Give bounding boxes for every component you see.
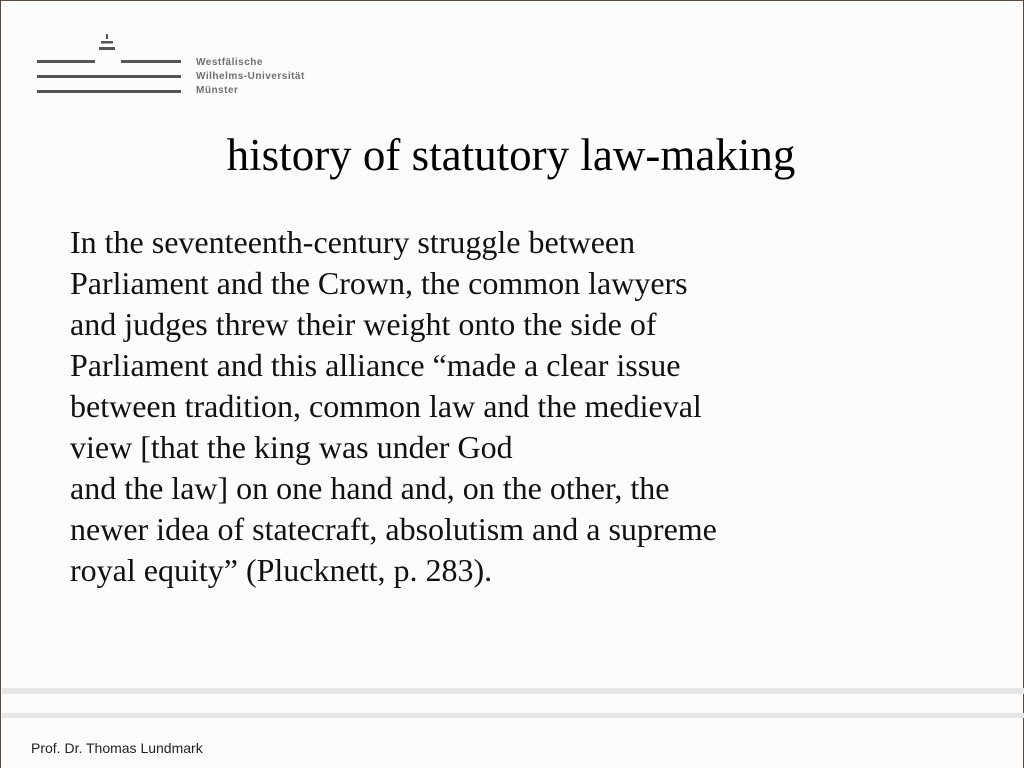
body-line: newer idea of statecraft, absolutism and a supreme bbox=[70, 511, 717, 547]
logo-line-1: Westfälische bbox=[196, 57, 263, 68]
body-line: In the seventeenth-century struggle between bbox=[70, 224, 636, 260]
body-line: and the law] on one hand and, on the other, the bbox=[70, 470, 670, 506]
body-line: view [that the king was under God bbox=[70, 429, 513, 465]
university-logo-mark bbox=[35, 31, 195, 101]
slide-body bbox=[70, 222, 950, 591]
footer-divider-band bbox=[2, 713, 1024, 718]
university-name bbox=[196, 56, 305, 98]
footer-divider-band bbox=[2, 688, 1024, 694]
logo-line-2: Wilhelms-Universität bbox=[196, 71, 305, 82]
logo-line-3: Münster bbox=[196, 85, 239, 96]
body-line: Parliament and the Crown, the common lawyers bbox=[70, 265, 688, 301]
body-line: royal equity” (Plucknett, p. 283). bbox=[70, 552, 493, 588]
university-logo bbox=[35, 31, 335, 101]
slide-title: history of statutory law-making bbox=[226, 130, 796, 180]
body-line: and judges threw their weight onto the side of bbox=[70, 306, 657, 342]
footer-author: Prof. Dr. Thomas Lundmark bbox=[31, 740, 203, 756]
body-line: Parliament and this alliance “made a clear issue bbox=[70, 347, 681, 383]
body-line: between tradition, common law and the medieval bbox=[70, 388, 702, 424]
